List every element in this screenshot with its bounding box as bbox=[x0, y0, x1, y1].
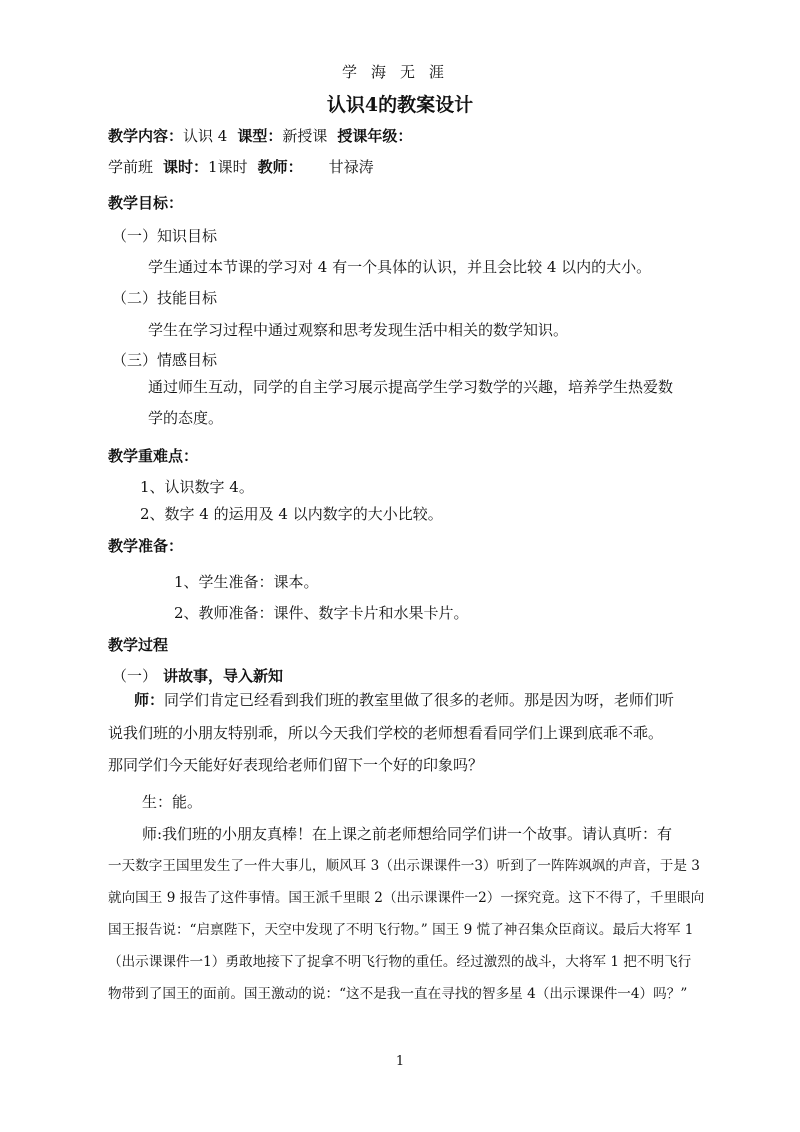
para1-line-1 bbox=[134, 690, 674, 710]
goal-text-3a: 通过师生互动，同学的自主学习展示提高学生学习数学的兴趣，培养学生热爱数 bbox=[148, 378, 674, 396]
section1-heading bbox=[112, 666, 283, 686]
keypoint-2: 2、数字 4 的运用及 4 以内数字的大小比较。 bbox=[140, 505, 443, 523]
goal-text-1: 学生通过本节课的学习对 4 有一个具体的认识，并且会比较 4 以内的大小。 bbox=[148, 258, 652, 276]
type-label: 课型： bbox=[237, 127, 283, 145]
section1-title: 讲故事，导入新知 bbox=[163, 667, 284, 685]
content-label: 教学内容： bbox=[108, 127, 184, 145]
para1-line-3: 那同学们今天能好好表现给老师们留下一个好的印象吗？ bbox=[108, 756, 484, 774]
para3-line-3: 就向国王 9 报告了这件事情。国王派千里眼 2（出示课课件一2）一探究竟。这下不得了，千里眼向 bbox=[108, 890, 705, 906]
info-line-2 bbox=[108, 157, 374, 177]
goal-text-3b: 学的态度。 bbox=[148, 409, 224, 427]
process-heading: 教学过程 bbox=[108, 636, 169, 654]
grade-value: 学前班 bbox=[108, 158, 154, 176]
para1-speaker: 师： bbox=[134, 691, 165, 709]
keypoint-1: 1、认识数字 4。 bbox=[140, 478, 254, 496]
section1-label: （一） bbox=[112, 667, 158, 685]
para3-line-5: （出示课课件一1）勇敢地接下了捉拿不明飞行物的重任。经过激烈的战斗，大将军 1 把不明飞行 bbox=[108, 954, 692, 970]
goal-label-3: （三）情感目标 bbox=[112, 351, 218, 369]
info-line-1 bbox=[108, 126, 412, 146]
page-number: 1 bbox=[395, 1054, 405, 1069]
para3-line-4: 国王报告说：“启禀陛下，天空中发现了不明飞行物。” 国王 9 慌了神召集众臣商议。最后大将军 1 bbox=[108, 922, 694, 938]
teacher-value: 甘禄涛 bbox=[328, 158, 374, 176]
para1-line-2: 说我们班的小朋友特别乖，所以今天我们学校的老师想看看同学们上课到底乖不乖。 bbox=[108, 724, 664, 742]
prep-item-2: 2、教师准备：课件、数字卡片和水果卡片。 bbox=[174, 604, 469, 622]
keypoints-heading: 教学重难点： bbox=[108, 447, 199, 465]
goal-text-2: 学生在学习过程中通过观察和思考发现生活中相关的数学知识。 bbox=[148, 321, 569, 339]
para3-line-1: 师:我们班的小朋友真棒！在上课之前老师想给同学们讲一个故事。请认真听：有 bbox=[142, 825, 673, 843]
para1-text-1: 同学们肯定已经看到我们班的教室里做了很多的老师。那是因为呀，老师们听 bbox=[164, 691, 675, 709]
page-title: 认识4的教案设计 bbox=[326, 94, 474, 116]
goal-label-1: （一）知识目标 bbox=[112, 227, 218, 245]
goals-heading: 教学目标： bbox=[108, 194, 184, 212]
goal-label-2: （二）技能目标 bbox=[112, 289, 218, 307]
content-value: 认识 4 bbox=[183, 127, 228, 145]
prep-heading: 教学准备： bbox=[108, 537, 184, 555]
para2: 生：能。 bbox=[142, 793, 203, 811]
teacher-label: 教师： bbox=[257, 158, 303, 176]
hours-label: 课时： bbox=[163, 158, 209, 176]
para3-line-2: 一天数字王国里发生了一件大事儿，顺风耳 3（出示课课件一3）听到了一阵阵飒飒的声音，于是 3 bbox=[108, 858, 700, 874]
hours-value: 1课时 bbox=[208, 158, 248, 176]
para3-line-6: 物带到了国王的面前。国王激动的说：“这不是我一直在寻找的智多星 4（出示课课件一4）吗？” bbox=[108, 986, 688, 1002]
type-value: 新授课 bbox=[282, 127, 328, 145]
grade-label: 授课年级： bbox=[337, 127, 413, 145]
prep-item-1: 1、学生准备：课本。 bbox=[174, 573, 319, 591]
page-header: 学海无涯 bbox=[341, 63, 458, 81]
